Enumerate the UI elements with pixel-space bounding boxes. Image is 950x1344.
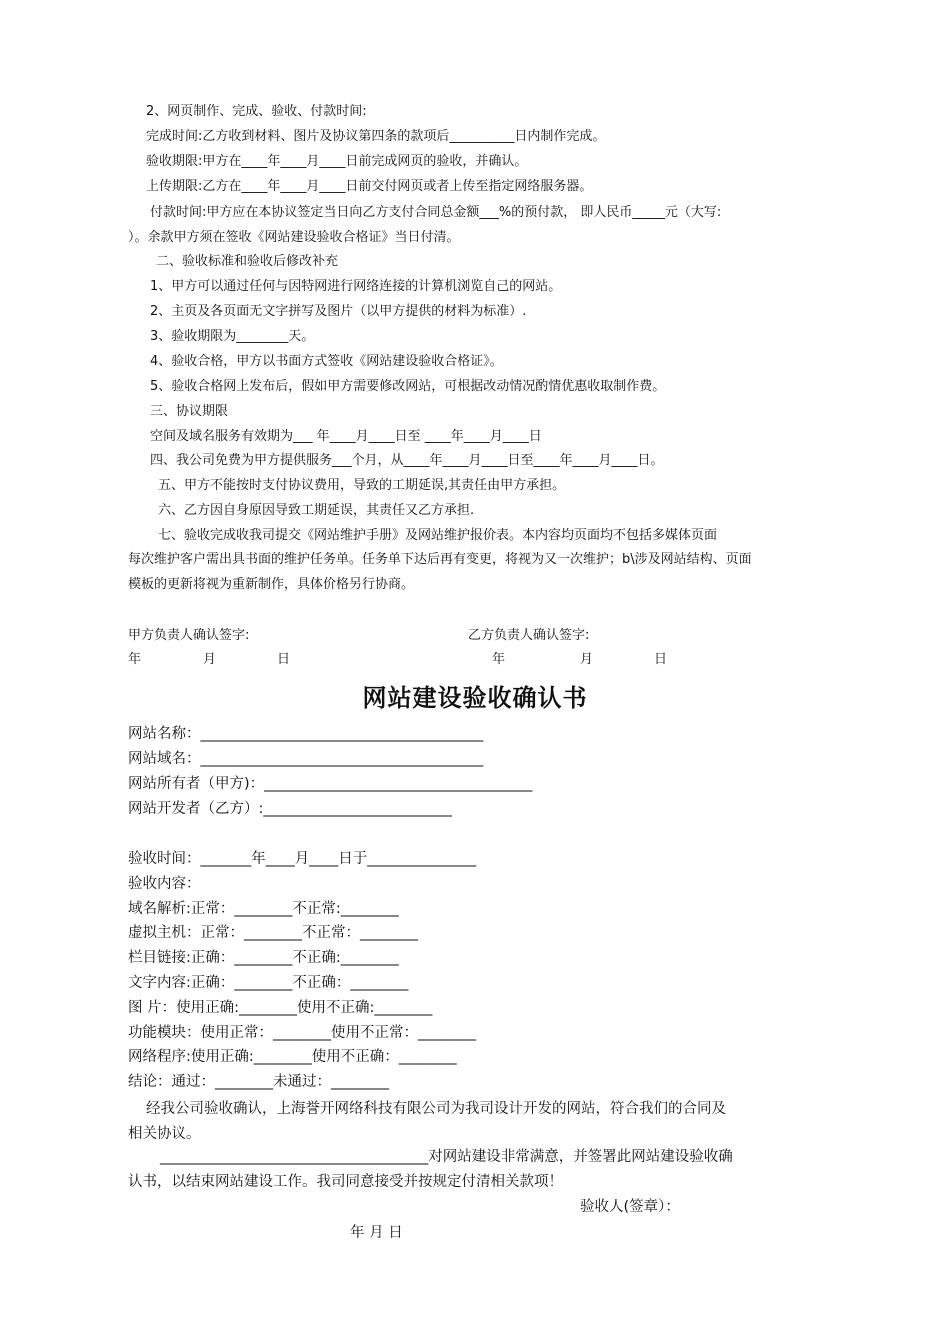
party-b-signature-label: 乙方负责人确认签字: — [468, 628, 590, 643]
party-a-date-year: 年 — [128, 652, 142, 667]
contract-line: 4、验收合格，甲方以书面方式签收《网站建设验收合格证》。 — [150, 354, 503, 369]
party-a-signature-label: 甲方负责人确认签字: — [128, 628, 250, 643]
contract-line: 完成时间:乙方收到材料、图片及协议第四条的款项后__________日内制作完成。 — [146, 129, 606, 144]
website-developer-field: 网站开发者（乙方）:__________________________ — [128, 801, 452, 817]
contract-line: 1、甲方可以通过任何与因特网进行网络连接的计算机浏览自己的网站。 — [150, 279, 562, 294]
contract-line: 七、验收完成收我司提交《网站维护手册》及网站维护报价表。本内容均页面均不包括多媒体页面 — [158, 528, 718, 543]
website-name-field: 网站名称：_______________________________________ — [128, 726, 484, 742]
final-date: 年 月 日 — [350, 1225, 403, 1241]
conclusion-field: 结论：通过：________未通过：________ — [128, 1074, 389, 1090]
contract-line: 六、乙方因自身原因导致工期延误，其责任又乙方承担. — [158, 503, 475, 518]
check-item: 栏目链接:正确：________不正确:________ — [128, 950, 399, 966]
party-b-date-year: 年 — [492, 652, 506, 667]
contract-line: 2、主页及各页面无文字拼写及图片（以甲方提供的材料为标准）. — [150, 304, 527, 319]
check-item: 文字内容:正确：________不正确：________ — [128, 975, 409, 991]
confirmation-paragraph: _____________________________________对网站建设非常满意，并签署此网站建设验收确 — [160, 1149, 733, 1165]
check-item: 域名解析:正常：________不正常:________ — [128, 901, 399, 917]
contract-line: 验收期限:甲方在____年____月____日前完成网页的验收，并确认。 — [146, 154, 528, 169]
acceptance-content-label: 验收内容： — [128, 876, 201, 892]
website-owner-field: 网站所有者（甲方)：_____________________________________ — [128, 776, 533, 792]
confirmation-paragraph: 相关协议。 — [128, 1126, 201, 1142]
check-item: 虚拟主机：正常：________不正常：________ — [128, 925, 418, 941]
confirmation-paragraph: 经我公司验收确认，上海誉开网络科技有限公司为我司设计开发的网站，符合我们的合同及 — [146, 1101, 726, 1117]
contract-line: 上传期限:乙方在____年____月____日前交付网页或者上传至指定网络服务器。 — [146, 179, 593, 194]
acceptance-time-field: 验收时间：_______年____月____日于_______________ — [128, 851, 476, 867]
party-a-date-day: 日 — [277, 652, 291, 667]
confirmation-title: 网站建设验收确认书 — [362, 684, 588, 712]
check-item: 功能模块：使用正常：________使用不正常：________ — [128, 1025, 476, 1041]
contract-line: 2、网页制作、完成、验收、付款时间: — [146, 104, 367, 119]
website-domain-field: 网站域名：_______________________________________ — [128, 751, 484, 767]
contract-line: 五、甲方不能按时支付协议费用，导致的工期延误,其责任由甲方承担。 — [158, 478, 566, 493]
contract-line: 付款时间:甲方应在本协议签定当日向乙方支付合同总金额___%的预付款， 即人民币_____元（大写: — [150, 205, 722, 220]
section-heading: 三、协议期限 — [150, 404, 229, 419]
contract-line: 四、我公司免费为甲方提供服务___个月，从____年____月____日至____年____月____日。 — [150, 453, 664, 468]
section-heading: 二、验收标准和验收后修改补充 — [156, 254, 339, 269]
acceptor-signature-label: 验收人(签章）： — [580, 1199, 680, 1215]
contract-line: 模板的更新将视为重新制作，具体价格另行协商。 — [128, 577, 415, 592]
party-b-date-month: 月 — [580, 652, 594, 667]
confirmation-paragraph: 认书，以结束网站建设工作。我司同意接受并按规定付清相关款项！ — [128, 1174, 563, 1190]
contract-line: 空间及域名服务有效期为___ 年____月____日至 ____年____月____日 — [150, 429, 542, 444]
contract-line: ）。余款甲方须在签收《网站建设验收合格证》当日付清。 — [128, 230, 460, 245]
party-b-date-day: 日 — [654, 652, 668, 667]
contract-line: 每次维护客户需出具书面的维护任务单。任务单下达后再有变更，将视为又一次维护；b\涉及网站结构、页面 — [128, 552, 752, 567]
party-a-date-month: 月 — [203, 652, 217, 667]
check-item: 网络程序:使用正确:________使用不正确：________ — [128, 1049, 457, 1065]
check-item: 图 片：使用正确:________使用不正确:________ — [128, 1000, 433, 1016]
contract-line: 3、验收期限为________天。 — [150, 329, 315, 344]
contract-line: 5、验收合格网上发布后，假如甲方需要修改网站，可根据改动情况酌情优惠收取制作费。 — [150, 379, 666, 394]
